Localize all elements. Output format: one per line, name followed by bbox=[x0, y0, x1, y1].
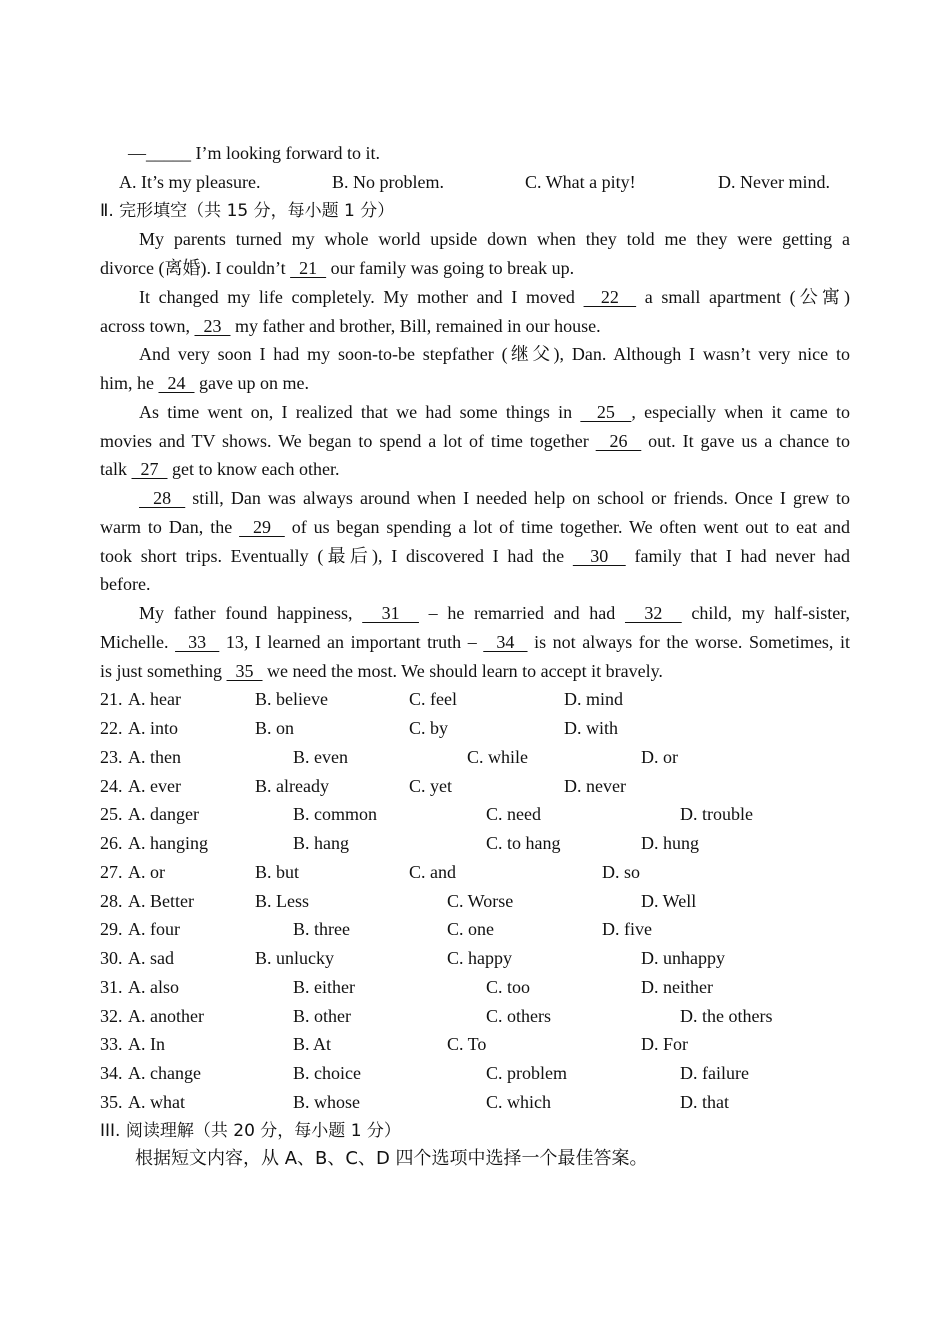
option-a: A. then bbox=[128, 746, 181, 767]
question-number: 32. bbox=[100, 1005, 123, 1026]
question-number: 25. bbox=[100, 804, 123, 825]
option-b: B. choice bbox=[293, 1063, 361, 1083]
option-b: B. other bbox=[293, 1005, 351, 1026]
option-a: A. what bbox=[128, 1091, 185, 1112]
passage-line bbox=[139, 484, 850, 512]
option-d: D. five bbox=[602, 919, 652, 940]
option-a: A. change bbox=[128, 1063, 201, 1083]
option-a: A. also bbox=[128, 976, 179, 997]
question-number: 34. bbox=[100, 1063, 123, 1083]
passage-text: As time went on, I realized that we had some things in bbox=[139, 401, 581, 422]
prev-option-c: C. What a pity! bbox=[525, 172, 636, 192]
passage-line bbox=[139, 599, 850, 627]
option-c: C. which bbox=[486, 1091, 551, 1112]
passage-text: get to know each other. bbox=[167, 459, 340, 480]
passage-text: family that I had never had bbox=[625, 545, 851, 566]
blank-24: 24 bbox=[158, 373, 195, 393]
option-b: B. common bbox=[293, 804, 377, 825]
passage-text: across town, bbox=[100, 315, 195, 336]
option-b: B. three bbox=[293, 919, 350, 940]
option-c: C. others bbox=[486, 1005, 551, 1026]
option-d: D. failure bbox=[680, 1063, 749, 1083]
passage-line bbox=[100, 254, 574, 282]
option-a: A. sad bbox=[128, 948, 174, 968]
option-a: A. hear bbox=[128, 689, 181, 710]
blank-27: 27 bbox=[131, 459, 168, 480]
option-c: C. by bbox=[409, 718, 449, 738]
option-d: D. For bbox=[641, 1034, 689, 1055]
passage-line bbox=[139, 283, 850, 311]
question-number: 33. bbox=[100, 1034, 123, 1055]
section2-heading: Ⅱ. 完形填空（共 15 分，每小题 1 分） bbox=[100, 201, 395, 221]
passage-line bbox=[100, 657, 663, 685]
passage-text: a small apartment (公寓) bbox=[636, 286, 850, 307]
passage-line bbox=[139, 340, 850, 368]
question-number: 26. bbox=[100, 833, 123, 853]
passage-text: movies and TV shows. We began to spend a lot of time together bbox=[100, 430, 596, 451]
option-c: C. yet bbox=[409, 775, 452, 796]
passage-line bbox=[100, 369, 309, 397]
option-d: D. neither bbox=[641, 976, 713, 997]
option-d: D. unhappy bbox=[641, 948, 725, 968]
passage-text: It changed my life completely. My mother and I moved bbox=[139, 286, 584, 307]
option-b: B. even bbox=[293, 746, 348, 767]
passage-line bbox=[100, 513, 850, 541]
blank-26: 26 bbox=[595, 430, 642, 451]
option-d: D. the others bbox=[680, 1005, 773, 1026]
option-d: D. with bbox=[564, 718, 618, 738]
option-c: C. feel bbox=[409, 689, 457, 710]
option-c: C. To bbox=[447, 1034, 487, 1055]
blank-31: 31 bbox=[362, 603, 419, 623]
question-number: 30. bbox=[100, 948, 123, 968]
passage-line bbox=[100, 312, 601, 340]
passage-line bbox=[100, 542, 850, 570]
prev-option-b: B. No problem. bbox=[332, 172, 444, 192]
prev-option-a: A. It’s my pleasure. bbox=[119, 172, 261, 192]
passage-text: 13, I learned an important truth – bbox=[219, 631, 484, 652]
option-c: C. happy bbox=[447, 948, 512, 968]
blank-28: 28 bbox=[139, 488, 186, 508]
passage-text: – he remarried and had bbox=[418, 603, 625, 623]
option-b: B. whose bbox=[293, 1091, 360, 1112]
option-c: C. to hang bbox=[486, 833, 561, 853]
passage-text: of us began spending a lot of time together. We often went out to eat and bbox=[284, 516, 850, 537]
passage-line bbox=[139, 225, 850, 253]
blank-30: 30 bbox=[572, 545, 626, 566]
option-d: D. so bbox=[602, 861, 641, 882]
question-number: 23. bbox=[100, 746, 123, 767]
option-a: A. ever bbox=[128, 775, 181, 796]
passage-text: Michelle. bbox=[100, 631, 176, 652]
option-c: C. one bbox=[447, 919, 494, 940]
passage-text: him, he bbox=[100, 373, 159, 393]
passage-line bbox=[100, 455, 339, 483]
option-b: B. At bbox=[293, 1034, 332, 1055]
passage-text: And very soon I had my soon-to-be stepfather (继父), Dan. Although I wasn’t very nice to bbox=[139, 344, 850, 365]
option-a: A. danger bbox=[128, 804, 199, 825]
question-number: 31. bbox=[100, 976, 123, 997]
passage-text: our family was going to break up. bbox=[326, 258, 575, 278]
option-b: B. hang bbox=[293, 833, 349, 853]
passage-text: took short trips. Eventually (最后), I discovered I had the bbox=[100, 545, 573, 566]
passage-text: my father and brother, Bill, remained in our house. bbox=[230, 315, 601, 336]
option-c: C. Worse bbox=[447, 890, 514, 911]
option-a: A. Better bbox=[128, 890, 194, 911]
option-c: C. problem bbox=[486, 1063, 567, 1083]
question-number: 29. bbox=[100, 919, 123, 940]
option-d: D. mind bbox=[564, 689, 624, 710]
question-number: 21. bbox=[100, 689, 123, 710]
blank-32: 32 bbox=[624, 603, 682, 623]
passage-text: child, my half-sister, bbox=[681, 603, 851, 623]
passage-text: out. It gave us a chance to bbox=[641, 430, 851, 451]
blank-25: 25 bbox=[580, 401, 632, 422]
question-number: 35. bbox=[100, 1091, 123, 1112]
option-d: D. that bbox=[680, 1091, 729, 1112]
question-number: 24. bbox=[100, 775, 123, 796]
option-b: B. Less bbox=[255, 890, 309, 911]
option-d: D. hung bbox=[641, 833, 699, 853]
passage-text: , especially when it came to bbox=[631, 401, 850, 422]
option-a: A. four bbox=[128, 919, 180, 940]
passage-text: warm to Dan, the bbox=[100, 516, 240, 537]
passage-text: My parents turned my whole world upside down when they told me they were getting a bbox=[139, 229, 850, 250]
blank-34: 34 bbox=[483, 631, 528, 652]
option-b: B. believe bbox=[255, 689, 328, 710]
option-a: A. another bbox=[128, 1005, 204, 1026]
option-b: B. on bbox=[255, 718, 295, 738]
passage-line bbox=[100, 427, 850, 455]
passage-line bbox=[100, 628, 850, 656]
blank-33: 33 bbox=[175, 631, 220, 652]
option-a: A. into bbox=[128, 718, 179, 738]
passage-line bbox=[100, 570, 150, 598]
passage-text: divorce (离婚). I couldn’t bbox=[100, 258, 291, 278]
option-b: B. either bbox=[293, 976, 355, 997]
option-b: B. already bbox=[255, 775, 329, 796]
passage-text: still, Dan was always around when I needed help on school or friends. Once I grew to bbox=[185, 488, 851, 508]
option-a: A. or bbox=[128, 861, 165, 882]
question-number: 27. bbox=[100, 861, 123, 882]
passage-text: My father found happiness, bbox=[139, 603, 363, 623]
blank-21: 21 bbox=[290, 258, 327, 278]
passage-text: talk bbox=[100, 459, 132, 480]
option-d: D. Well bbox=[641, 890, 697, 911]
option-d: D. trouble bbox=[680, 804, 753, 825]
passage-text: before. bbox=[100, 574, 151, 595]
dialog-line: —_____ I’m looking forward to it. bbox=[128, 143, 380, 163]
option-c: C. too bbox=[486, 976, 531, 997]
blank-22: 22 bbox=[583, 286, 637, 307]
option-a: A. In bbox=[128, 1034, 165, 1055]
passage-text: is not always for the worse. Sometimes, it bbox=[527, 631, 851, 652]
passage-line bbox=[139, 398, 850, 426]
passage-text: gave up on me. bbox=[194, 373, 309, 393]
section3-instruction: 根据短文内容，从 A、B、C、D 四个选项中选择一个最佳答案。 bbox=[135, 1148, 648, 1170]
option-c: C. need bbox=[486, 804, 541, 825]
blank-23: 23 bbox=[194, 315, 231, 336]
passage-text: is just something bbox=[100, 660, 227, 681]
passage-text: we need the most. We should learn to accept it bravely. bbox=[262, 660, 663, 681]
section3-heading: III. 阅读理解（共 20 分，每小题 1 分） bbox=[100, 1120, 401, 1141]
blank-35: 35 bbox=[226, 660, 263, 681]
option-b: B. but bbox=[255, 861, 300, 882]
option-b: B. unlucky bbox=[255, 948, 334, 968]
question-number: 22. bbox=[100, 718, 123, 738]
option-d: D. or bbox=[641, 746, 678, 767]
prev-option-d: D. Never mind. bbox=[718, 172, 830, 192]
option-c: C. while bbox=[467, 746, 528, 767]
option-d: D. never bbox=[564, 775, 626, 796]
option-c: C. and bbox=[409, 861, 456, 882]
question-number: 28. bbox=[100, 890, 123, 911]
blank-29: 29 bbox=[239, 516, 285, 537]
option-a: A. hanging bbox=[128, 833, 208, 853]
